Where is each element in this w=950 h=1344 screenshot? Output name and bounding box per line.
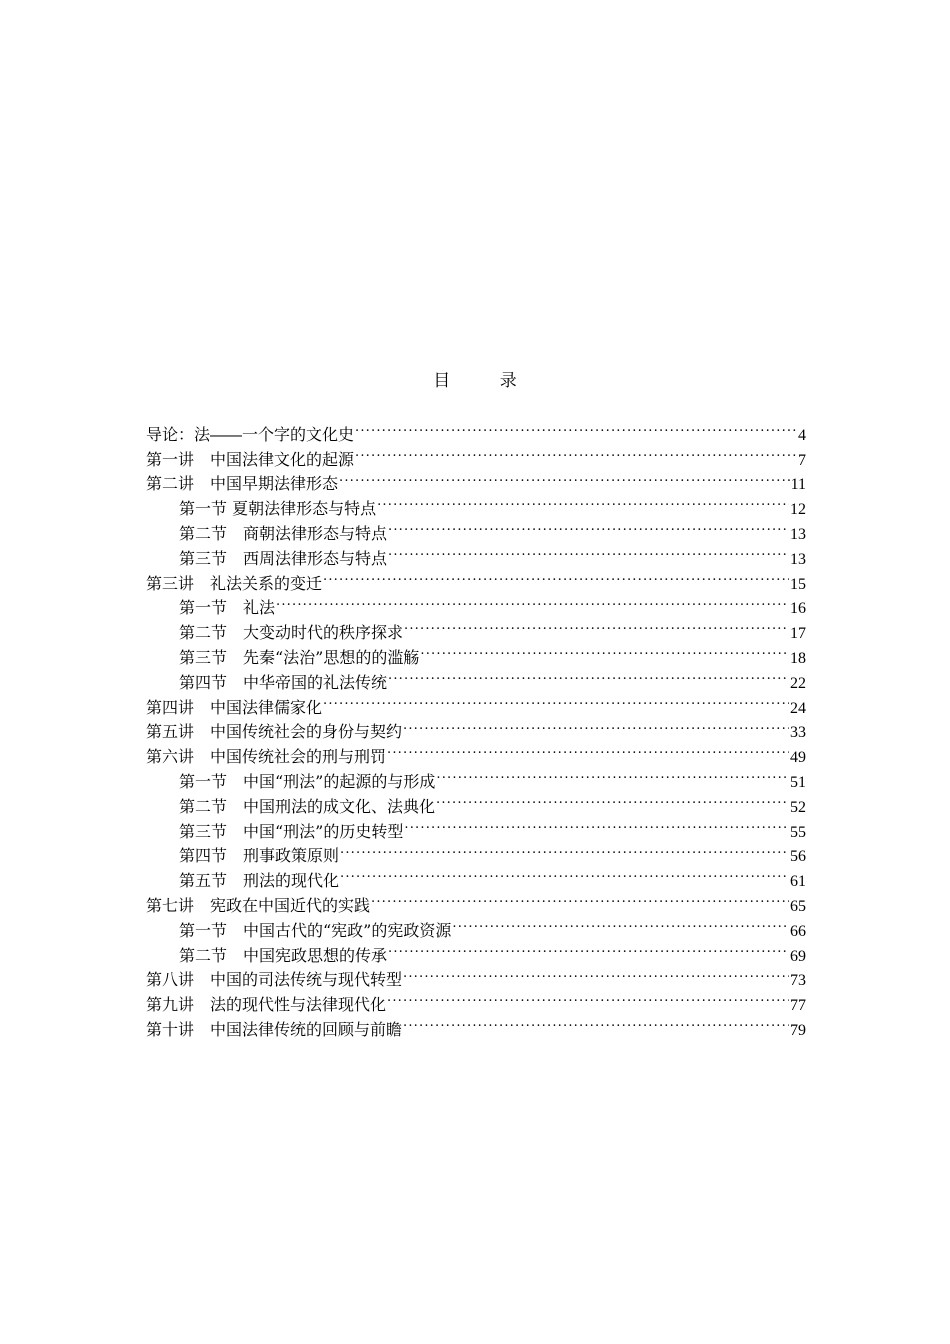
- toc-page-number: 18: [790, 649, 806, 667]
- toc-dot-leader: [403, 713, 789, 738]
- toc-dot-leader: [403, 961, 789, 986]
- toc-entry-title: 第五节 刑法的现代化: [179, 871, 340, 891]
- toc-page-number: 69: [790, 947, 806, 965]
- toc-page-number: 65: [790, 897, 806, 915]
- toc-page-number: 12: [790, 501, 806, 519]
- toc-dot-leader: [323, 564, 789, 589]
- toc-entry-title: 第三节 西周法律形态与特点: [179, 548, 388, 568]
- toc-page-number: 66: [790, 922, 806, 940]
- toc-page-number: 13: [790, 550, 806, 568]
- toc-page-number: 33: [790, 724, 806, 742]
- toc-page-number: 17: [790, 625, 806, 643]
- toc-entry-title: 第八讲 中国的司法传统与现代转型: [146, 970, 403, 990]
- toc-page-number: 56: [790, 848, 806, 866]
- toc-entry-title: 第十讲 中国法律传统的回顾与前瞻: [146, 1019, 403, 1039]
- toc-dot-leader: [355, 440, 797, 465]
- toc-entry-title: 第三节 中国“刑法”的历史转型: [179, 821, 404, 841]
- toc-page-number: 61: [790, 873, 806, 891]
- toc-entry-title: 第四节 中华帝国的礼法传统: [179, 672, 388, 692]
- toc-page-number: 49: [790, 749, 806, 767]
- toc-entry-title: 第二节 大变动时代的秩序探求: [179, 623, 404, 643]
- toc-entry-title: 第一节 中国“刑法”的起源的与形成: [179, 771, 436, 791]
- toc-page-number: 15: [790, 575, 806, 593]
- toc-dot-leader: [377, 489, 789, 514]
- toc-dot-leader: [404, 613, 789, 638]
- toc-title: 目 录: [433, 371, 539, 391]
- toc-entry-title: 导论：法――一个字的文化史: [146, 424, 355, 444]
- toc-entry-title: 第二讲 中国早期法律形态: [146, 474, 339, 494]
- toc-page-number: 7: [798, 451, 806, 469]
- toc-page-number: 55: [790, 823, 806, 841]
- toc-entry-title: 第二节 中国宪政思想的传承: [179, 945, 388, 965]
- toc-entry-title: 第三讲 礼法关系的变迁: [146, 573, 323, 593]
- toc-page-number: 77: [790, 997, 806, 1015]
- toc-page-number: 73: [790, 972, 806, 990]
- toc-entry-title: 第五讲 中国传统社会的身份与契约: [146, 722, 403, 742]
- toc-page-number: 51: [790, 773, 806, 791]
- toc-entry-title: 第三节 先秦“法治”思想的的滥觞: [179, 647, 420, 667]
- toc-dot-leader: [340, 837, 789, 862]
- toc-page-number: 4: [798, 426, 806, 444]
- toc-entry-title: 第一节 中国古代的“宪政”的宪政资源: [179, 920, 452, 940]
- toc-dot-leader: [323, 688, 789, 713]
- toc-dot-leader: [452, 911, 789, 936]
- toc-entry-title: 第二节 中国刑法的成文化、法典化: [179, 796, 436, 816]
- toc-entry-title: 第一节 礼法: [179, 598, 276, 618]
- toc-list: [146, 415, 806, 1039]
- toc-dot-leader: [387, 985, 789, 1010]
- toc-dot-leader: [355, 415, 797, 440]
- toc-page-number: 16: [790, 600, 806, 618]
- toc-chapter-entry[interactable]: [146, 415, 806, 444]
- toc-entry-title: 第二节 商朝法律形态与特点: [179, 523, 388, 543]
- toc-entry-title: 第四讲 中国法律儒家化: [146, 697, 323, 717]
- toc-dot-leader: [388, 539, 789, 564]
- toc-entry-title: 第九讲 法的现代性与法律现代化: [146, 995, 387, 1015]
- toc-page-number: 52: [790, 798, 806, 816]
- toc-dot-leader: [371, 886, 789, 911]
- toc-dot-leader: [388, 514, 789, 539]
- toc-dot-leader: [436, 762, 789, 787]
- toc-dot-leader: [388, 663, 789, 688]
- toc-page-number: 22: [790, 674, 806, 692]
- toc-dot-leader: [276, 589, 789, 614]
- toc-page-number: 11: [790, 476, 806, 494]
- toc-dot-leader: [436, 787, 789, 812]
- toc-entry-title: 第一讲 中国法律文化的起源: [146, 449, 355, 469]
- toc-entry-title: 第七讲 宪政在中国近代的实践: [146, 895, 371, 915]
- toc-dot-leader: [388, 936, 789, 961]
- toc-page-number: 13: [790, 525, 806, 543]
- toc-dot-leader: [339, 465, 790, 490]
- toc-entry-title: 第一节 夏朝法律形态与特点: [179, 499, 377, 519]
- toc-page-number: 24: [790, 699, 806, 717]
- toc-dot-leader: [387, 737, 789, 762]
- toc-dot-leader: [403, 1010, 789, 1035]
- toc-dot-leader: [420, 638, 789, 663]
- toc-entry-title: 第四节 刑事政策原则: [179, 846, 340, 866]
- toc-entry-title: 第六讲 中国传统社会的刑与刑罚: [146, 747, 387, 767]
- toc-page-number: 79: [790, 1021, 806, 1039]
- toc-dot-leader: [404, 812, 789, 837]
- toc-dot-leader: [340, 861, 789, 886]
